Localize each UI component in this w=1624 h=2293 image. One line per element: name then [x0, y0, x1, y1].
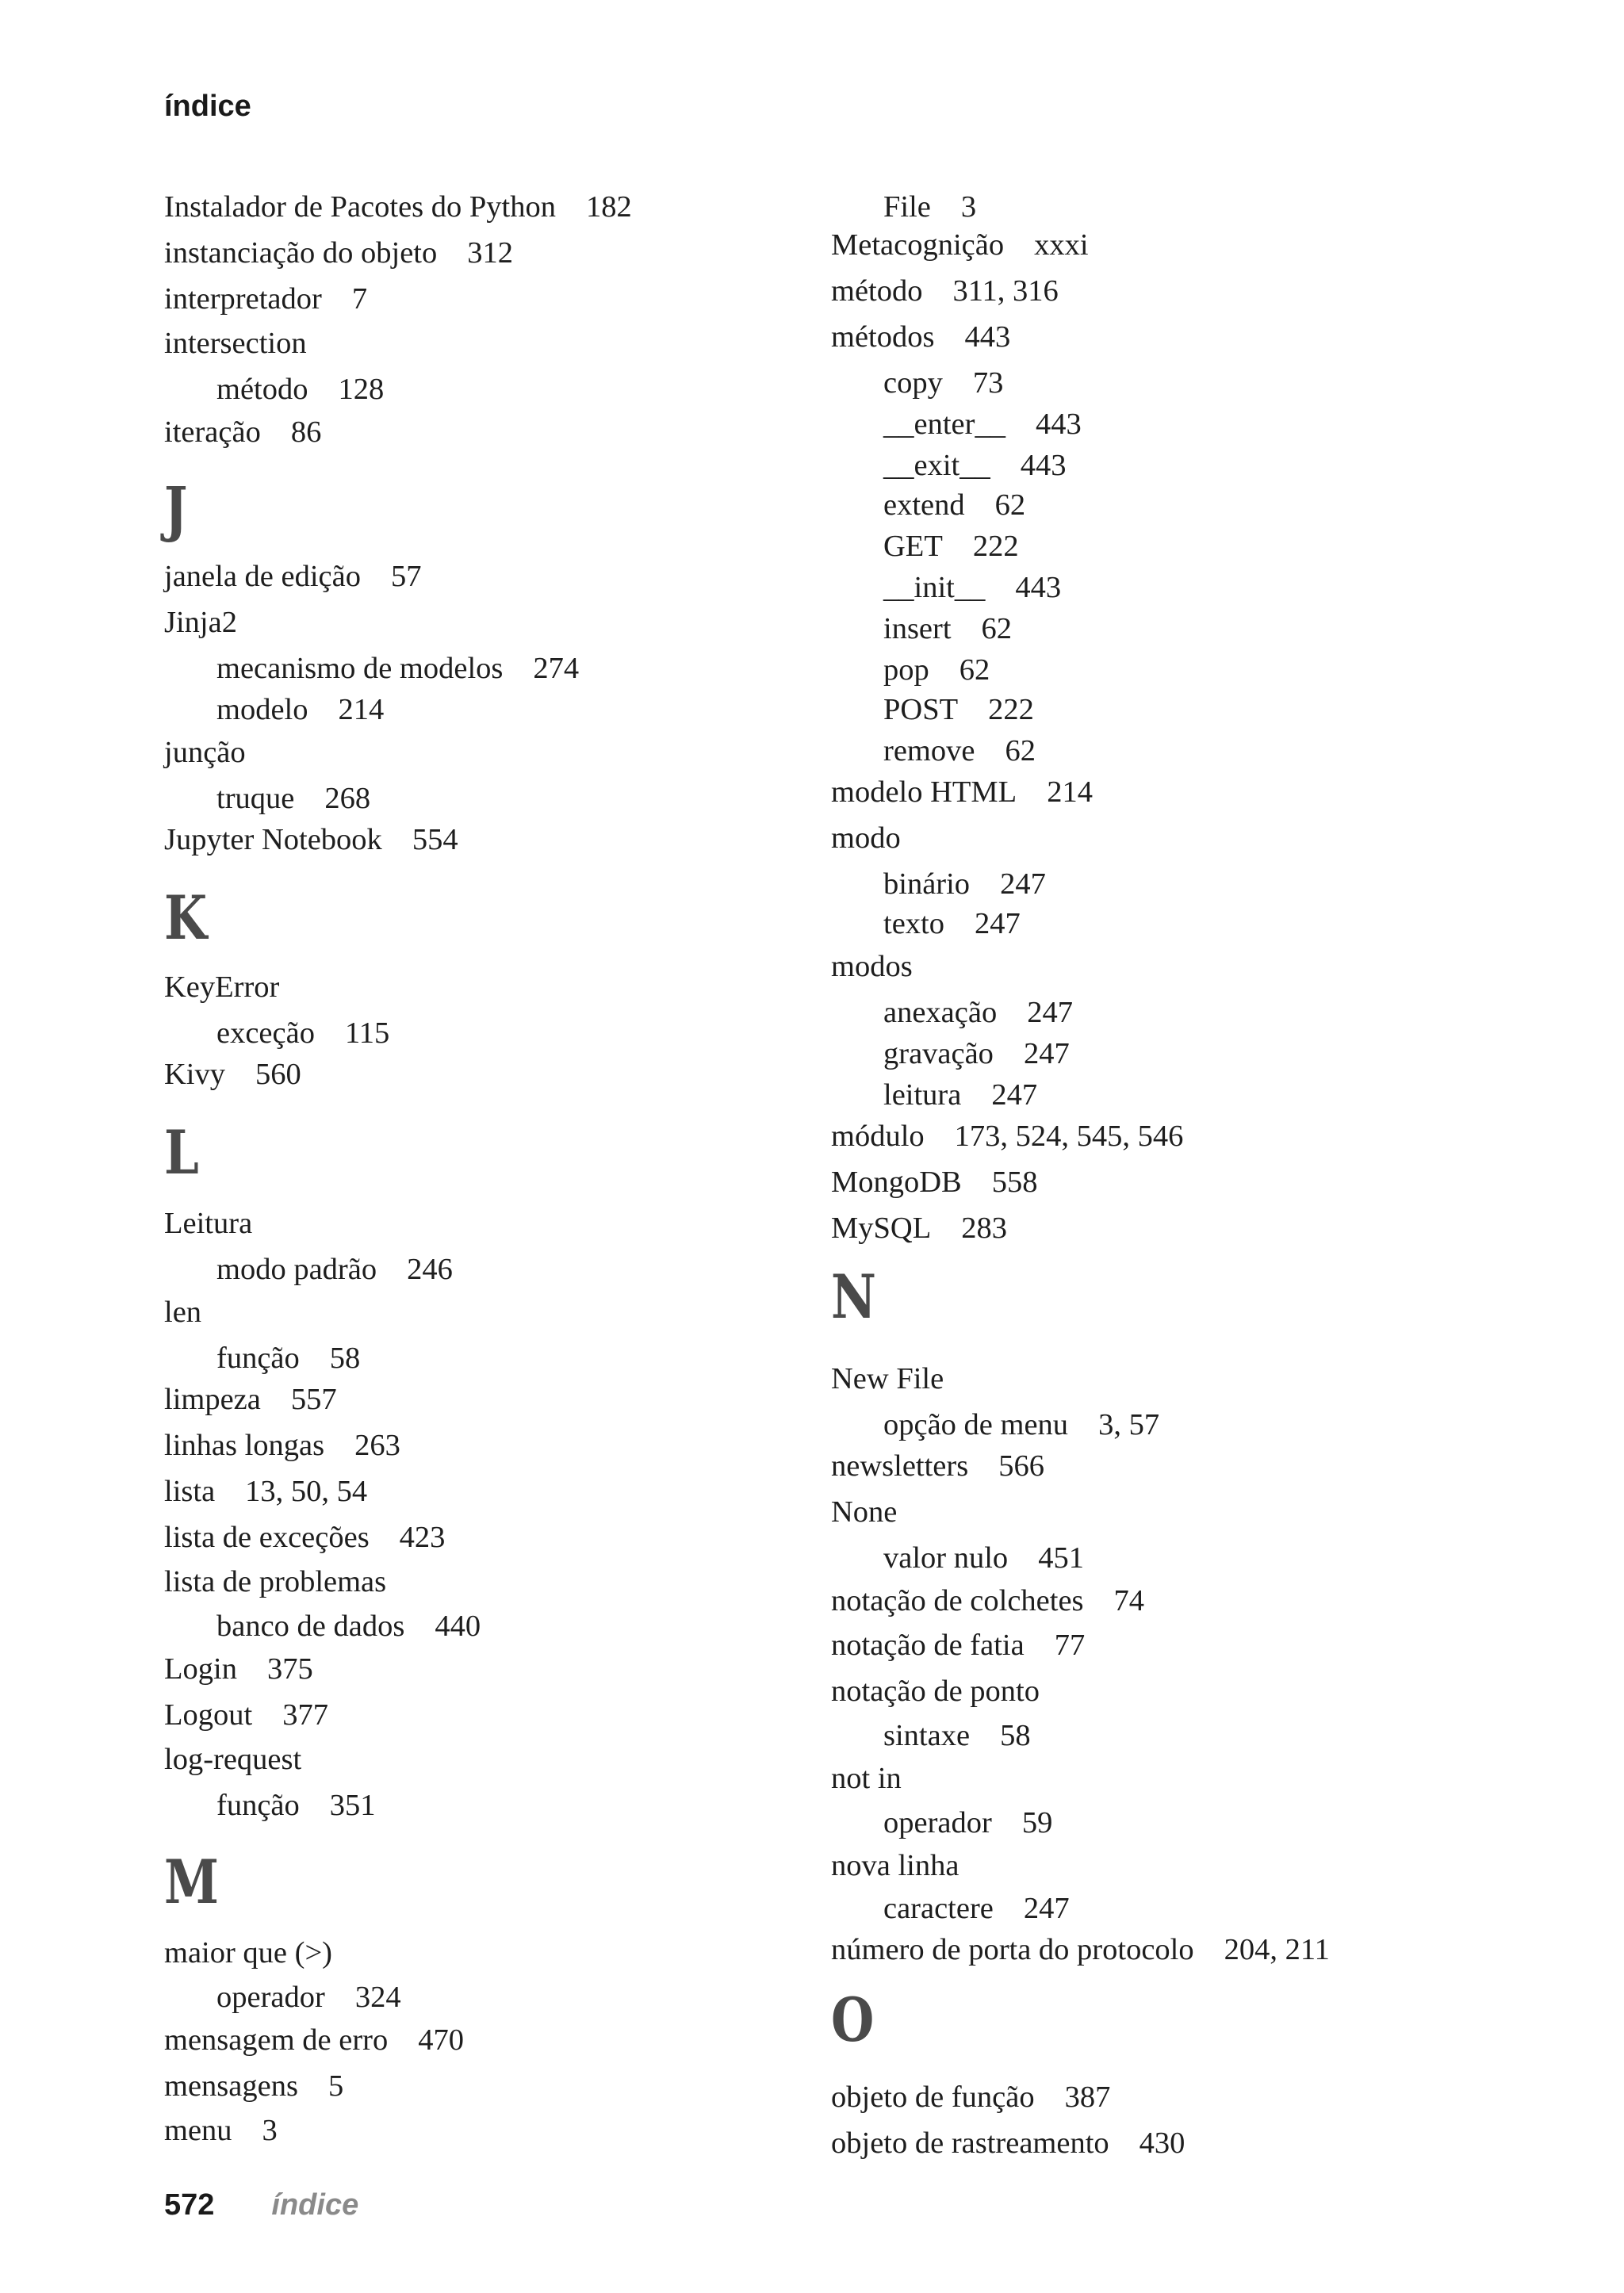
index-entry: [164, 1056, 301, 1093]
index-subentry: [883, 365, 1003, 401]
index-entry: [831, 1673, 1040, 1709]
index-entry: [164, 2022, 464, 2058]
index-pages: 554: [412, 823, 458, 856]
index-pages: 58: [329, 1342, 361, 1375]
index-term: Kivy: [164, 1058, 225, 1091]
index-pages: 283: [961, 1212, 1007, 1245]
index-entry: [831, 1583, 1144, 1619]
index-term: None: [831, 1495, 898, 1529]
index-entry: [164, 1741, 301, 1778]
index-entry: [831, 774, 1093, 810]
index-pages: 62: [1005, 734, 1036, 768]
index-term: not in: [831, 1762, 902, 1795]
index-term: Jinja2: [164, 606, 237, 639]
index-pages: 62: [981, 612, 1013, 645]
index-entry: [164, 1294, 201, 1330]
index-term: banco de dados: [216, 1610, 405, 1643]
index-subentry: [883, 487, 1025, 523]
index-entry: [164, 2068, 343, 2104]
index-pages: 222: [972, 530, 1019, 563]
page-footer: [164, 2188, 358, 2222]
index-entry: [831, 2079, 1110, 2115]
index-term: File: [883, 190, 931, 224]
index-term: iteração: [164, 415, 261, 449]
index-pages: 443: [964, 320, 1011, 354]
index-term: notação de ponto: [831, 1675, 1040, 1708]
index-entry: [164, 558, 421, 595]
index-entry: [831, 319, 1010, 355]
index-subentry: [883, 866, 1046, 902]
index-term: mensagens: [164, 2069, 298, 2103]
index-pages: 375: [266, 1652, 313, 1686]
index-subentry: [883, 447, 1066, 484]
index-pages: 214: [1047, 775, 1093, 809]
index-term: módulo: [831, 1120, 925, 1153]
index-term: Leitura: [164, 1207, 253, 1240]
index-subentry: [883, 1035, 1070, 1072]
index-term: POST: [883, 693, 959, 726]
index-term: operador: [883, 1806, 992, 1839]
index-entry: [164, 1381, 337, 1418]
index-term: instanciação do objeto: [164, 236, 438, 270]
index-pages: 214: [338, 693, 385, 726]
index-pages: 247: [1000, 867, 1046, 901]
index-subentry: [883, 611, 1012, 647]
index-subentry: [883, 1890, 1070, 1927]
index-entry: [831, 1760, 902, 1797]
index-entry: [164, 414, 321, 450]
index-subentry: [216, 691, 384, 728]
index-term: menu: [164, 2114, 232, 2147]
index-pages: 311, 316: [952, 274, 1059, 308]
index-term: truque: [216, 782, 295, 815]
index-subentry: [216, 1608, 481, 1644]
index-entry: [164, 969, 279, 1005]
index-entry: [164, 1427, 400, 1464]
index-term: linhas longas: [164, 1429, 325, 1462]
index-pages: 62: [959, 653, 990, 687]
index-term: anexação: [883, 996, 998, 1029]
index-entry: [164, 325, 307, 362]
index-pages: 182: [586, 190, 632, 224]
index-entry: [831, 273, 1059, 309]
index-term: GET: [883, 530, 943, 563]
index-term: caractere: [883, 1892, 994, 1925]
index-term: __exit__: [883, 449, 990, 482]
running-head: índice: [164, 90, 251, 123]
index-term: copy: [883, 366, 943, 400]
index-subentry: [883, 189, 976, 225]
index-pages: 246: [407, 1253, 453, 1286]
index-pages: 387: [1064, 2081, 1111, 2114]
index-term: modo: [831, 821, 901, 855]
index-pages: 558: [991, 1166, 1038, 1199]
index-entry: [164, 1564, 386, 1600]
index-pages: 3: [960, 190, 977, 224]
index-subentry: [883, 1077, 1037, 1113]
index-pages: 247: [1027, 996, 1073, 1029]
index-term: New File: [831, 1362, 944, 1395]
index-subentry: [883, 569, 1061, 606]
index-subentry: [216, 1251, 453, 1288]
index-term: objeto de rastreamento: [831, 2126, 1109, 2160]
index-term: Logout: [164, 1698, 253, 1732]
index-entry: [164, 1697, 328, 1733]
index-subentry: [216, 1340, 360, 1376]
index-term: pop: [883, 653, 929, 687]
index-pages: 3, 57: [1098, 1408, 1160, 1441]
index-pages: 263: [354, 1429, 400, 1462]
index-term: Login: [164, 1652, 237, 1686]
index-entry: [164, 1651, 313, 1687]
index-section-letter: M: [164, 1847, 219, 1917]
index-entry: [164, 281, 367, 317]
index-pages: 560: [255, 1058, 301, 1091]
index-entry: [831, 1627, 1085, 1663]
index-term: KeyError: [164, 970, 280, 1004]
index-pages: 247: [974, 907, 1021, 940]
index-subentry: [883, 691, 1034, 728]
index-subentry: [883, 1805, 1052, 1841]
footer-label: índice: [271, 2188, 359, 2222]
index-subentry: [883, 406, 1082, 442]
index-term: mensagem de erro: [164, 2023, 389, 2057]
index-entry: [831, 948, 913, 985]
index-term: maior que (>): [164, 1936, 332, 1970]
index-pages: 86: [290, 415, 322, 449]
index-term: MySQL: [831, 1212, 932, 1245]
index-pages: 3: [262, 2114, 278, 2147]
index-term: gravação: [883, 1037, 994, 1070]
index-subentry: [216, 1787, 376, 1824]
index-subentry: [883, 1407, 1159, 1443]
index-pages: 312: [467, 236, 513, 270]
index-pages: 74: [1113, 1584, 1145, 1617]
index-entry: [164, 2112, 278, 2149]
index-pages: 440: [435, 1610, 481, 1643]
index-pages: 451: [1038, 1541, 1084, 1575]
index-pages: 222: [988, 693, 1034, 726]
index-pages: 7: [351, 282, 368, 316]
index-entry: [164, 1205, 252, 1242]
index-pages: 204, 211: [1224, 1933, 1330, 1966]
index-pages: 62: [994, 488, 1026, 522]
index-subentry: [216, 371, 384, 408]
index-term: exceção: [216, 1016, 315, 1050]
index-term: __init__: [883, 571, 986, 604]
index-term: valor nulo: [883, 1541, 1009, 1575]
index-term: notação de colchetes: [831, 1584, 1084, 1617]
index-pages: 443: [1015, 571, 1062, 604]
index-subentry: [216, 1015, 389, 1051]
index-term: intersection: [164, 327, 307, 360]
index-term: operador: [216, 1981, 325, 2014]
index-term: função: [216, 1342, 300, 1375]
index-pages: 77: [1054, 1629, 1086, 1662]
index-pages: 59: [1021, 1806, 1053, 1839]
index-entry: [831, 820, 901, 856]
index-pages: 128: [338, 373, 385, 406]
index-term: lista: [164, 1475, 216, 1508]
index-entry: [164, 1519, 445, 1556]
index-section-letter: L: [164, 1117, 199, 1188]
index-entry: [831, 1361, 944, 1397]
index-term: Instalador de Pacotes do Python: [164, 190, 556, 224]
index-term: opção de menu: [883, 1408, 1069, 1441]
index-term: junção: [164, 736, 246, 769]
index-entry: [164, 189, 632, 225]
index-subentry: [883, 528, 1019, 565]
index-entry: [831, 1118, 1183, 1154]
index-subentry: [883, 994, 1073, 1031]
index-term: MongoDB: [831, 1166, 962, 1199]
index-pages: 247: [1023, 1037, 1070, 1070]
index-pages: 5: [327, 2069, 344, 2103]
index-section-letter: K: [164, 882, 208, 953]
index-pages: 443: [1035, 408, 1082, 441]
index-pages: 274: [533, 652, 580, 685]
index-term: método: [216, 373, 308, 406]
index-term: log-request: [164, 1743, 302, 1776]
index-entry: [164, 1473, 367, 1510]
index-entry: [831, 1448, 1044, 1484]
index-pages: 470: [418, 2023, 464, 2057]
index-section-letter: O: [831, 1985, 875, 2055]
index-entry: [831, 1847, 959, 1884]
index-entry: [164, 821, 458, 858]
index-entry: [831, 1931, 1330, 1968]
index-term: sintaxe: [883, 1719, 971, 1752]
index-pages: 566: [998, 1449, 1044, 1483]
index-subentry: [883, 652, 990, 688]
index-term: métodos: [831, 320, 935, 354]
index-entry: [164, 734, 246, 771]
index-pages: 423: [399, 1521, 446, 1554]
index-term: nova linha: [831, 1849, 959, 1882]
index-term: objeto de função: [831, 2081, 1035, 2114]
index-pages: xxxi: [1034, 228, 1089, 262]
index-term: modo padrão: [216, 1253, 377, 1286]
index-entry: [831, 2125, 1185, 2161]
index-subentry: [883, 733, 1036, 769]
index-subentry: [883, 905, 1021, 942]
index-entry: [831, 227, 1089, 263]
index-term: interpretador: [164, 282, 322, 316]
index-term: extend: [883, 488, 965, 522]
index-subentry: [216, 650, 579, 687]
index-term: remove: [883, 734, 975, 768]
index-subentry: [216, 780, 370, 817]
index-term: __enter__: [883, 408, 1005, 441]
index-pages: 430: [1139, 2126, 1185, 2160]
index-term: método: [831, 274, 923, 308]
index-section-letter: J: [164, 473, 188, 544]
index-term: limpeza: [164, 1383, 261, 1416]
index-term: notação de fatia: [831, 1629, 1025, 1662]
index-entry: [164, 1935, 332, 1971]
index-term: mecanismo de modelos: [216, 652, 504, 685]
index-pages: 58: [1000, 1719, 1031, 1752]
index-term: insert: [883, 612, 952, 645]
page-number: 572: [164, 2188, 215, 2222]
index-subentry: [883, 1540, 1084, 1576]
index-term: número de porta do protocolo: [831, 1933, 1194, 1966]
index-entry: [164, 604, 237, 641]
index-pages: 115: [344, 1016, 390, 1050]
index-term: len: [164, 1296, 202, 1329]
index-entry: [164, 235, 513, 271]
index-pages: 247: [1023, 1892, 1070, 1925]
index-pages: 324: [354, 1981, 401, 2014]
index-entry: [831, 1210, 1007, 1246]
index-term: Jupyter Notebook: [164, 823, 382, 856]
index-pages: 173, 524, 545, 546: [954, 1120, 1184, 1153]
index-term: lista de exceções: [164, 1521, 370, 1554]
index-subentry: [883, 1717, 1031, 1754]
index-pages: 377: [282, 1698, 328, 1732]
index-subentry: [216, 1979, 401, 2015]
index-pages: 351: [329, 1789, 376, 1822]
index-pages: 443: [1020, 449, 1067, 482]
index-term: lista de problemas: [164, 1565, 387, 1598]
index-term: leitura: [883, 1078, 962, 1112]
index-entry: [831, 1494, 897, 1530]
index-term: função: [216, 1789, 300, 1822]
index-term: texto: [883, 907, 944, 940]
index-section-letter: N: [831, 1261, 876, 1332]
index-term: Metacognição: [831, 228, 1005, 262]
index-pages: 268: [324, 782, 371, 815]
index-pages: 557: [290, 1383, 337, 1416]
index-term: modelo HTML: [831, 775, 1017, 809]
index-pages: 247: [991, 1078, 1038, 1112]
index-term: modelo: [216, 693, 308, 726]
index-term: janela de edição: [164, 560, 361, 593]
index-term: modos: [831, 950, 913, 983]
index-term: binário: [883, 867, 971, 901]
index-pages: 57: [390, 560, 422, 593]
index-term: newsletters: [831, 1449, 969, 1483]
index-entry: [831, 1164, 1037, 1200]
index-pages: 13, 50, 54: [245, 1475, 368, 1508]
index-pages: 73: [972, 366, 1004, 400]
